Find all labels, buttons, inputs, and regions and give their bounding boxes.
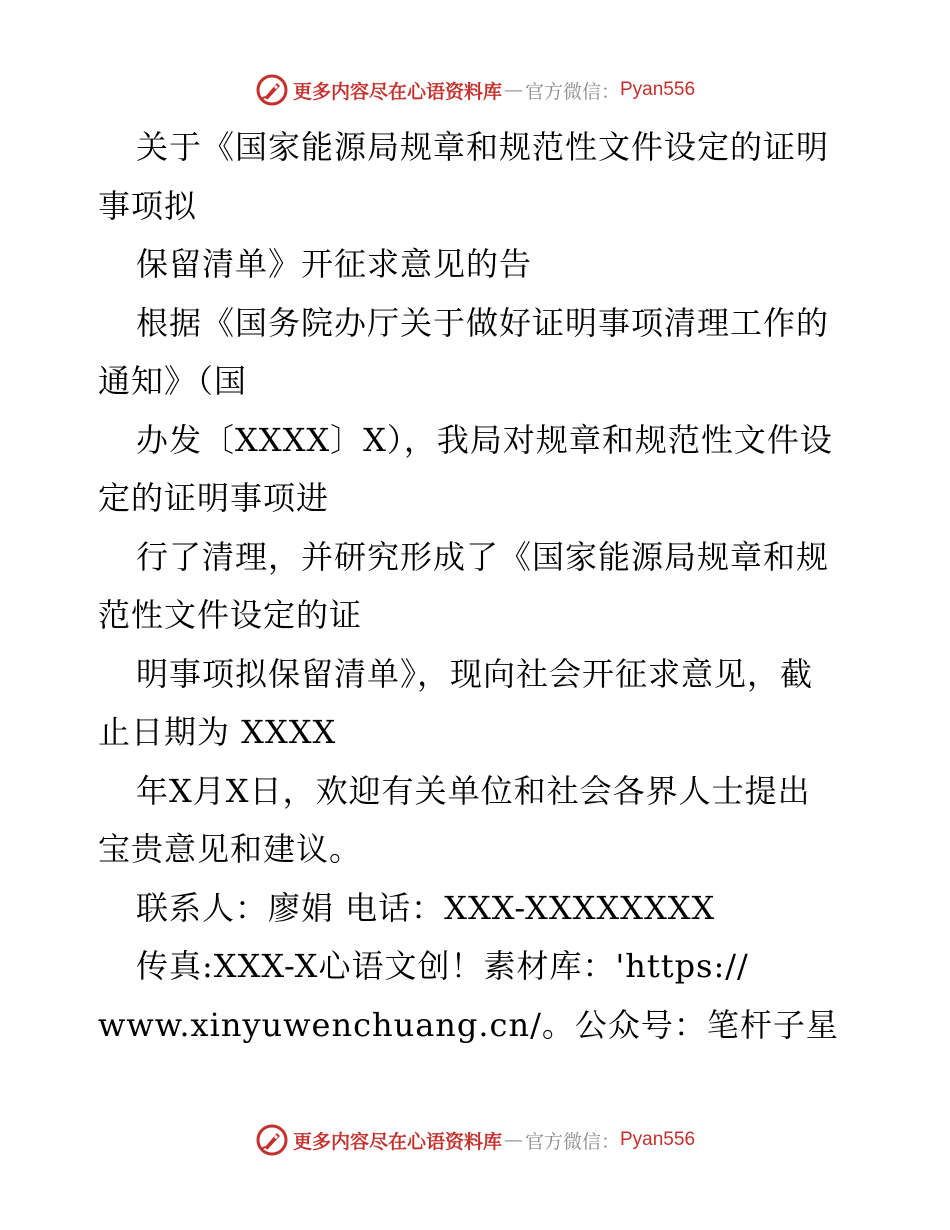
watermark-brand: 更多内容尽在心语资料库 — [292, 80, 502, 103]
document-body — [98, 118, 858, 1054]
doc-line: 事项拟 — [98, 186, 198, 225]
pen-nib-logo-icon — [255, 1123, 289, 1157]
doc-line: 年X月X日，欢迎有关单位和社会各界人士提出 — [136, 771, 811, 810]
watermark-wechat-id: Pyan556 — [620, 79, 696, 100]
watermark-wechat-label: 官方微信： — [524, 1130, 620, 1153]
doc-line: 定的证明事项进 — [98, 479, 330, 517]
watermark-separator: — — [503, 1129, 523, 1151]
pen-nib-logo-icon — [255, 73, 289, 107]
watermark-separator: — — [503, 79, 523, 101]
doc-line: 办发〔XXXX〕X），我局对规章和规范性文件设 — [136, 420, 833, 459]
watermark-wechat-id: Pyan556 — [620, 1129, 696, 1150]
doc-line: 关于《国家能源局规章和规范性文件设定的证明 — [136, 128, 830, 166]
doc-line: 止日期为 XXXX — [98, 713, 337, 751]
doc-line: 保留清单》开征求意见的告 — [136, 245, 533, 283]
header-watermark — [0, 70, 950, 110]
doc-line: 根据《国务院办厅关于做好证明事项清理工作的 — [136, 303, 830, 342]
doc-line: www.xinyuwenchuang.cn/。公众号：笔杆子星 — [98, 1005, 839, 1044]
footer-watermark — [0, 1120, 950, 1160]
doc-line: 宝贵意见和建议。 — [98, 830, 363, 868]
watermark-brand: 更多内容尽在心语资料库 — [292, 1130, 502, 1153]
doc-line: 明事项拟保留清单》，现向社会开征求意见，截 — [136, 654, 814, 693]
watermark-wechat-label: 官方微信： — [524, 80, 620, 103]
doc-line: 行了清理，并研究形成了《国家能源局规章和规 — [136, 537, 830, 576]
doc-line: 传真:XXX-X心语文创！素材库：'https:// — [136, 947, 749, 985]
doc-line: 联系人：廖娟 电话：XXX-XXXXXXXX — [136, 888, 716, 927]
doc-line: 通知》（国 — [98, 362, 248, 400]
doc-line: 范性文件设定的证 — [98, 596, 363, 634]
